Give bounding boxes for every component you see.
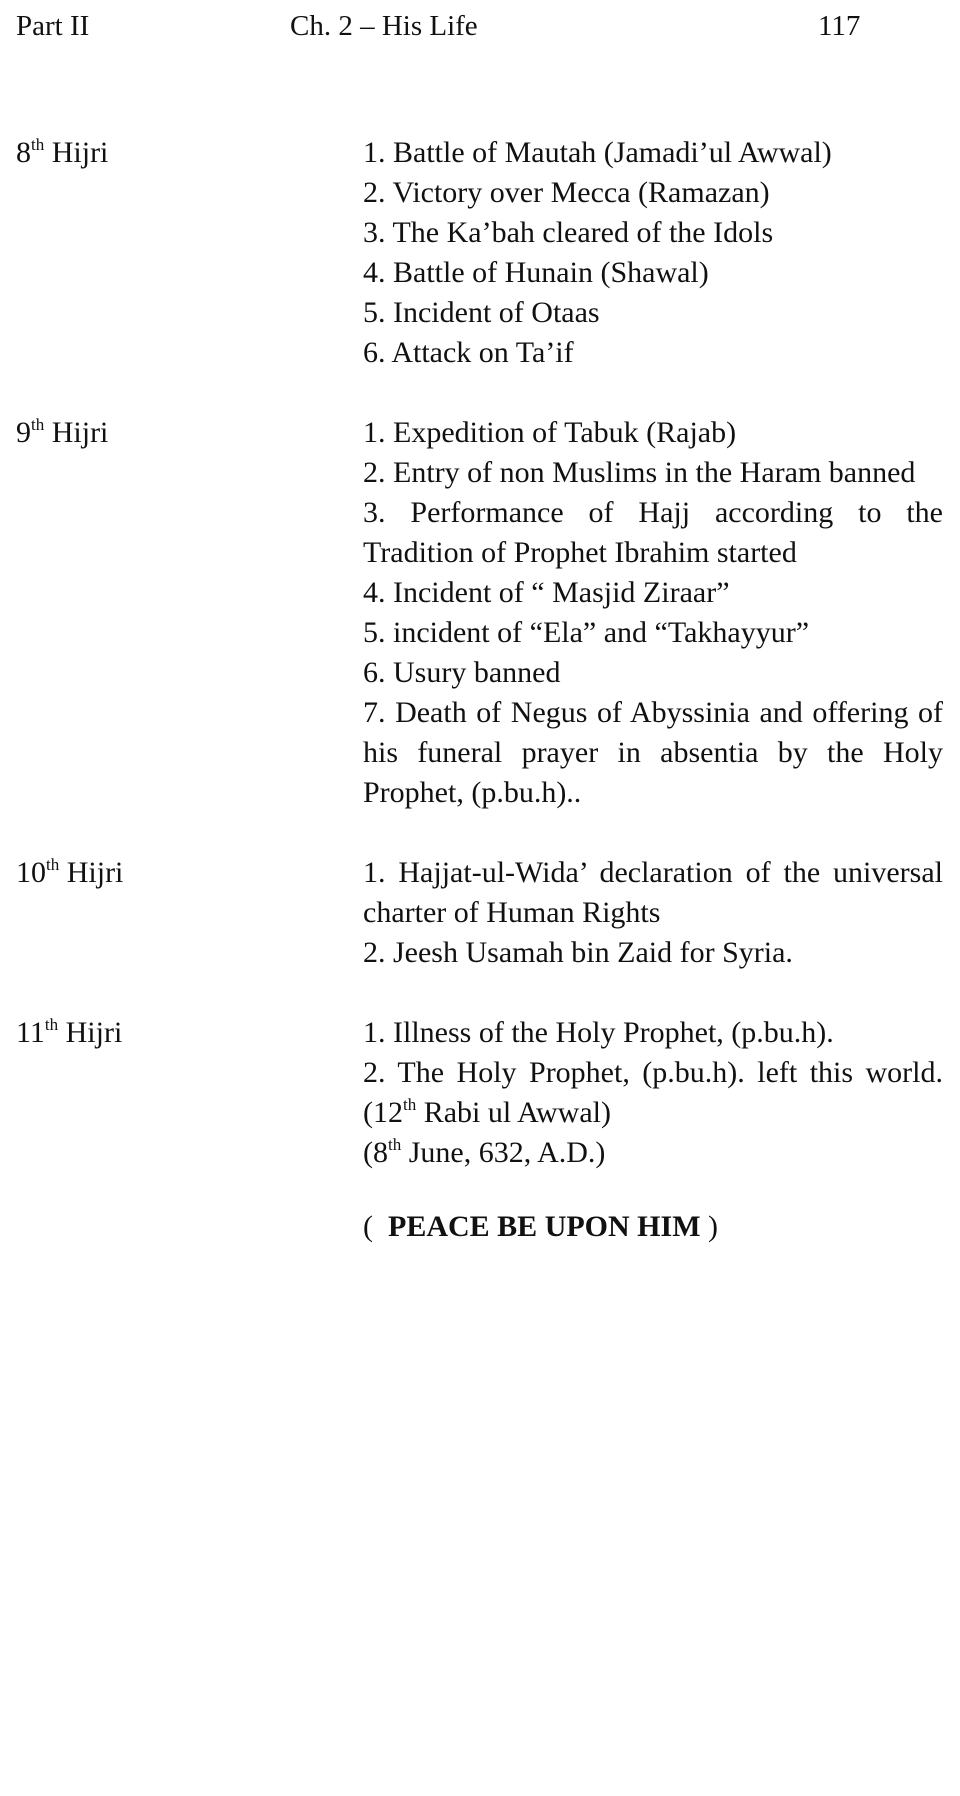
event-item: 3. Performance of Hajj according to the Tradition of Prophet Ibrahim started: [363, 496, 943, 569]
event-item: 5. incident of “Ela” and “Takhayyur”: [363, 616, 810, 649]
event-item: 1. Hajjat-ul-Wida’ declaration of the universal charter of Human Rights: [363, 856, 943, 929]
part-label: Part II: [16, 10, 90, 42]
date-note: [363, 1096, 611, 1129]
event-item: 4. Battle of Hunain (Shawal): [363, 256, 709, 289]
year-entry: [0, 1013, 960, 1173]
event-item: 6. Usury banned: [363, 656, 561, 689]
event-list: [363, 133, 943, 373]
year-suffix: th: [44, 1015, 59, 1034]
year-suffix: th: [46, 855, 60, 874]
closing-salutation: [363, 1210, 718, 1244]
date-paren: (: [363, 1096, 373, 1129]
chapter-title: Ch. 2 – His Life: [290, 10, 478, 42]
event-item: 2. Victory over Mecca (Ramazan): [363, 176, 770, 209]
year-word: Hijri: [66, 856, 124, 889]
close-paren: ): [708, 1210, 719, 1243]
date-suffix: th: [388, 1135, 402, 1154]
date-rest: June, 632, A.D.): [408, 1136, 606, 1169]
year-entry: [0, 413, 960, 813]
page-number: 117: [818, 10, 861, 42]
date-month: Rabi ul Awwal): [423, 1096, 611, 1129]
event-item: 1. Expedition of Tabuk (Rajab): [363, 416, 737, 449]
event-item: 3. The Ka’bah cleared of the Idols: [363, 216, 774, 249]
event-item: 4. Incident of “ Masjid Ziraar”: [363, 576, 730, 609]
event-list: [363, 1013, 943, 1173]
running-header: [0, 10, 960, 50]
year-number: 8: [16, 136, 31, 169]
year-suffix: th: [31, 135, 45, 154]
event-item: 7. Death of Negus of Abyssinia and offering of his funeral prayer in absentia by the Holy Prophet, (p.bu.h)..: [363, 696, 943, 809]
open-paren: (: [363, 1210, 373, 1243]
chronology-list: [0, 133, 960, 1213]
year-entry: [0, 853, 960, 973]
salutation-text: PEACE BE UPON HIM: [388, 1210, 701, 1243]
year-suffix: th: [31, 415, 45, 434]
event-item: 1. Illness of the Holy Prophet, (p.bu.h).: [363, 1016, 834, 1049]
year-entry: [0, 133, 960, 373]
event-item: 5. Incident of Otaas: [363, 296, 600, 329]
event-list: [363, 413, 943, 813]
year-number: 11: [16, 1016, 45, 1049]
event-item: 2. Entry of non Muslims in the Haram banned: [363, 456, 916, 489]
year-word: Hijri: [51, 136, 109, 169]
event-item: 6. Attack on Ta’if: [363, 336, 574, 369]
event-text: 2. The Holy Prophet, (p.bu.h). left this world.: [363, 1056, 943, 1089]
year-label: [16, 1013, 122, 1053]
event-item: 1. Battle of Mautah (Jamadi’ul Awwal): [363, 136, 832, 169]
date-day: 8: [373, 1136, 388, 1169]
event-item: 2. Jeesh Usamah bin Zaid for Syria.: [363, 936, 793, 969]
year-label: [16, 413, 108, 453]
event-list: [363, 853, 943, 973]
year-number: 9: [16, 416, 31, 449]
gregorian-date: [363, 1133, 943, 1173]
year-label: [16, 133, 108, 173]
date-paren: (: [363, 1136, 373, 1169]
event-item: [363, 1053, 943, 1133]
date-suffix: th: [403, 1095, 417, 1114]
year-label: [16, 853, 123, 893]
year-number: 10: [16, 856, 46, 889]
year-word: Hijri: [65, 1016, 123, 1049]
date-day: 12: [373, 1096, 403, 1129]
year-word: Hijri: [51, 416, 109, 449]
